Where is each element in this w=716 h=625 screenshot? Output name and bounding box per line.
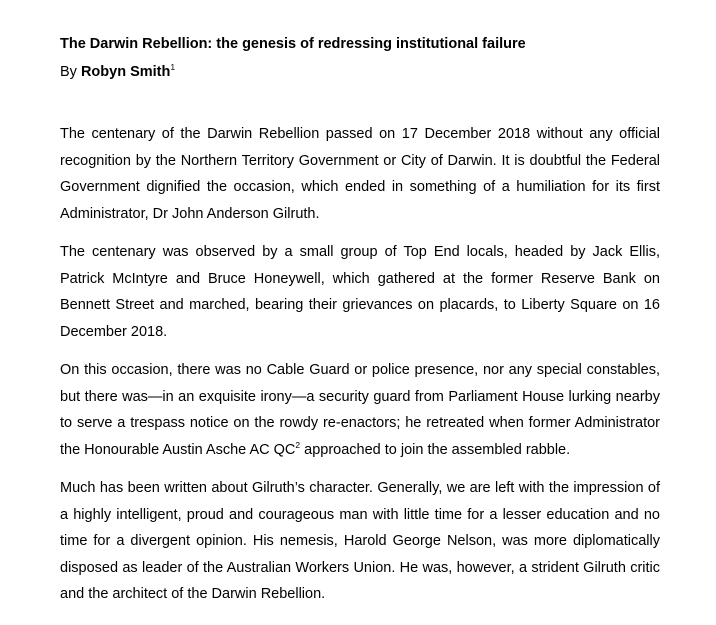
- paragraph: The centenary was observed by a small group of Top End locals, headed by Jack Ellis, Patrick McIntyre and Bruce Honeywell, which gathered at the former Reserve Bank on Bennett Street and marched, bearing their grievances on placards, to Liberty Square on 16 December 2018.: [60, 244, 660, 340]
- byline-prefix: By: [60, 64, 81, 80]
- paragraph: Much has been written about Gilruth’s character. Generally, we are left with the impression of a highly intelligent, proud and courageous man with little time for a lesser education and no time for a divergent opinion. His nemesis, Harold George Nelson, was more diplomatically disposed as leader of the Australian Workers Union. He was, however, a strident Gilruth critic and the architect of the Darwin Rebellion.: [60, 480, 660, 602]
- document-title: The Darwin Rebellion: the genesis of redressing institutional failure: [60, 36, 526, 52]
- footnote-marker: 2: [295, 439, 301, 450]
- author-name: Robyn Smith: [80, 64, 171, 80]
- paragraph: The centenary of the Darwin Rebellion passed on 17 December 2018 without any official recognition by the Northern Territory Government or City of Darwin. It is doubtful the Federal Government dignified the occasion, which ended in something of a humiliation for its first Administrator, Dr John Anderson Gilruth.: [60, 126, 660, 222]
- document-page: [60, 34, 660, 620]
- paragraph: [60, 357, 660, 463]
- paragraph-text: approached to join the assembled rabble.: [300, 441, 571, 458]
- footnote-marker: 1: [170, 62, 176, 72]
- paragraph-text: On this occasion, there was no Cable Guard or police presence, nor any special constables, but there was—in an exquisite irony—a security guard from Parliament House lurking nearby to serve a trespass notice on the rowdy re-enactors; he retreated when former Administrator the Honourable Austin Asche AC QC: [60, 362, 660, 458]
- byline: [60, 62, 660, 82]
